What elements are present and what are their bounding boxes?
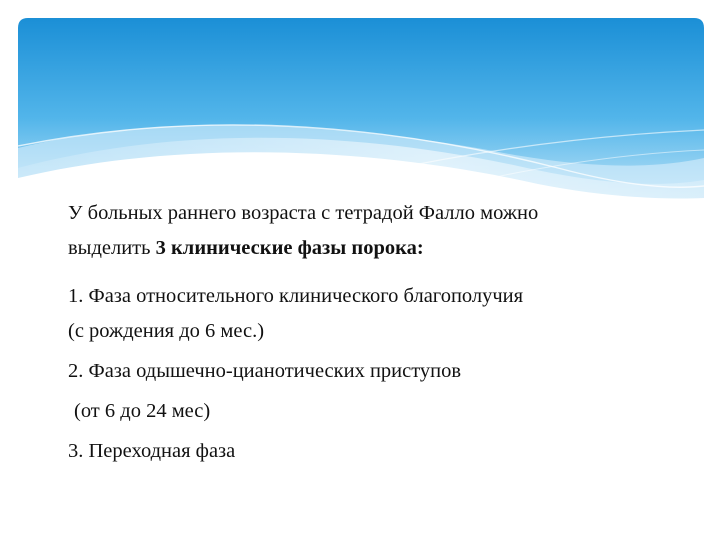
- header-banner: [18, 18, 704, 200]
- phase-2-title: 2. Фаза одышечно-цианотических приступов: [68, 360, 462, 382]
- phase-1-period: (с рождения до 6 мес.): [68, 320, 265, 342]
- slide-content: [68, 196, 634, 469]
- intro-line-2: [68, 231, 634, 266]
- phase-3-title: 3. Переходная фаза: [68, 440, 236, 462]
- intro-line-1: У больных раннего возраста с тетрадой Фалло можно: [68, 202, 539, 224]
- phase-1-title: 1. Фаза относительного клинического благополучия: [68, 285, 524, 307]
- intro-line-2-prefix: выделить: [68, 237, 156, 259]
- phase-count-highlight: 3 клинические фазы порока:: [155, 237, 424, 259]
- phase-2-period: (от 6 до 24 мес): [74, 400, 211, 422]
